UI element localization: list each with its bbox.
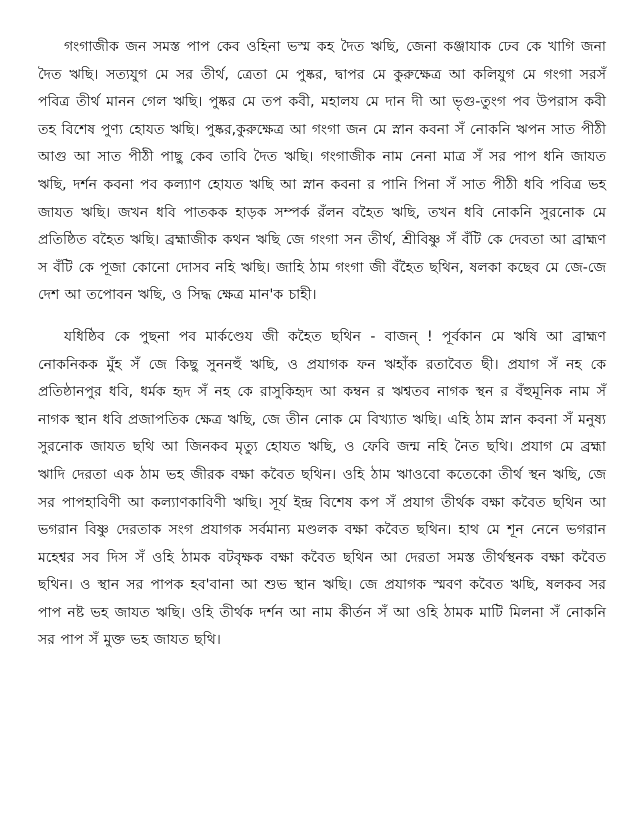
paragraph-ganga-merits: গংগাজীক জন সমস্ত পাপ কেব ওহিনা ভস্ম কহ দৈত ঋছি, জেনা কঞ্জাযাক ঢেব কে খাগি জনা দৈত ঋছি। সত্যযুগ মে সর তীর্থ, ত্রেতা মে পুষ্কর, দ্বাপর মে কুরুক্ষেত্র আ কলিযুগ মে গংগা সরসঁ পবিত্র তীর্থ মানন গেল ঋছি। পুষ্কর মে তপ কবী, মহালয মে দান দী আ ভৃগু-তুংগ পব উপরাস কবী তহ বিশেষ পুণ্য হোযত ঋছি। পুষ্কর,কুরুক্ষেত্র আ গংগা জন মে স্নান কবনা সঁ নোকনি ঋপন সাত পীঠী আগু আ সাত পীঠী পাছু কেব তাবি দৈত ঋছি। গংগাজীক নাম নেনা মাত্র সঁ সর পাপ ধনি জাযত ঋছি, দর্শন কবনা পব কল্যাণ হোযত ঋছি আ স্নান কবনা র পানি পিনা সঁ সাত পীঠী ধবি পবিত্র ভহ জাযত ঋছি। জখন ধবি পাতকক হাড়ক সম্পর্ক রঁলন বহৈত ঋছি, তখন ধবি নোকনি সুরনোক মে প্রতিষ্ঠিত বহৈত ঋছি। ব্রহ্মাজীক কথন ঋছি জে গংগা সন তীর্থ, শ্রীবিষ্ণু সঁ বঁটি কে দেবতা আ ব্রাহ্মণ স বঁটি কে পূজা কোনো দোসব নহি ঋছি। জাহি ঠাম গংগা জী বঁহৈত ছথিন, ষলকা কছেব মে জে-জে দেশ আ তপোবন ঋছি, ও সিদ্ধ ক্ষেত্র মান'ক চাহী। bbox=[38, 39, 606, 304]
paragraph-prayag-merits: যধিষ্ঠিব কে পুছনা পব মার্কণ্ডেয জী কহৈত ছথিন - বাজন্ ! পূর্বকান মে ঋষি আ ব্রাহ্মণ নোকনিকক মুঁহ সঁ জে কিছু সুননহুঁ ঋছি, ও প্রযাগক ফন ঋহাঁক রতাবৈত ছী। প্রযাগ সঁ নহ কে প্রতিষ্ঠানপুর ধবি, ধর্মক হৃদ সঁ নহ কে রাসুকিহৃদ আ কম্বন র ঋশ্বতব নাগক স্থন র বঁহুমূনিক নাম সঁ নাগক স্থান ধবি প্রজাপতিক ক্ষেত্র ঋছি, জে তীন নোক মে বিখ্যাত ঋছি। এহি ঠাম স্নান কবনা সঁ মনুষ্য সুরনোক জাযত ছথি আ জিনকব মৃত্যু হোযত ঋছি, ও ফেবি জন্ম নহি নৈত ছথি। প্রযাগ মে ব্রহ্মা ঋাদি দেরতা এক ঠাম ভহ জীরক বক্ষা কবৈত ছথিন। ওহি ঠাম ঋাওবো কতেকো তীর্থ স্থন ঋছি, জে সর পাপহাবিণী আ কল্যাণকাবিণী ঋছি। সূর্য ইন্দ্র বিশেষ কপ সঁ প্রযাগ তীর্থক বক্ষা কবৈত ছথিন আ ভগরান বিষ্ণু দেরতাক সংগ প্রযাগক সর্বমান্য মণ্ডলক বক্ষা কবৈত ছথিন। হাথ মে শূন নেনে ভগরান মহেশ্বর সব দিস সঁ ওহি ঠামক বটবৃক্ষক বক্ষা কবৈত ছথিন আ দেরতা সমস্ত তীর্থস্থনক বক্ষা কবৈত ছথিন। ও স্থান সর পাপক হব'বানা আ শুভ স্থান ঋছি। জে প্রযাগক স্মবণ কবৈত ঋছি, ষলকব সর পাপ নষ্ট ভহ জাযত ঋছি। ওহি তীর্থক দর্শন আ নাম কীর্তন সঁ আ ওহি ঠামক মাটি মিলনা সঁ নোকনি সর পাপ সঁ মুক্ত ভহ জাযত ছথি। bbox=[38, 328, 606, 649]
document-page bbox=[38, 34, 606, 655]
